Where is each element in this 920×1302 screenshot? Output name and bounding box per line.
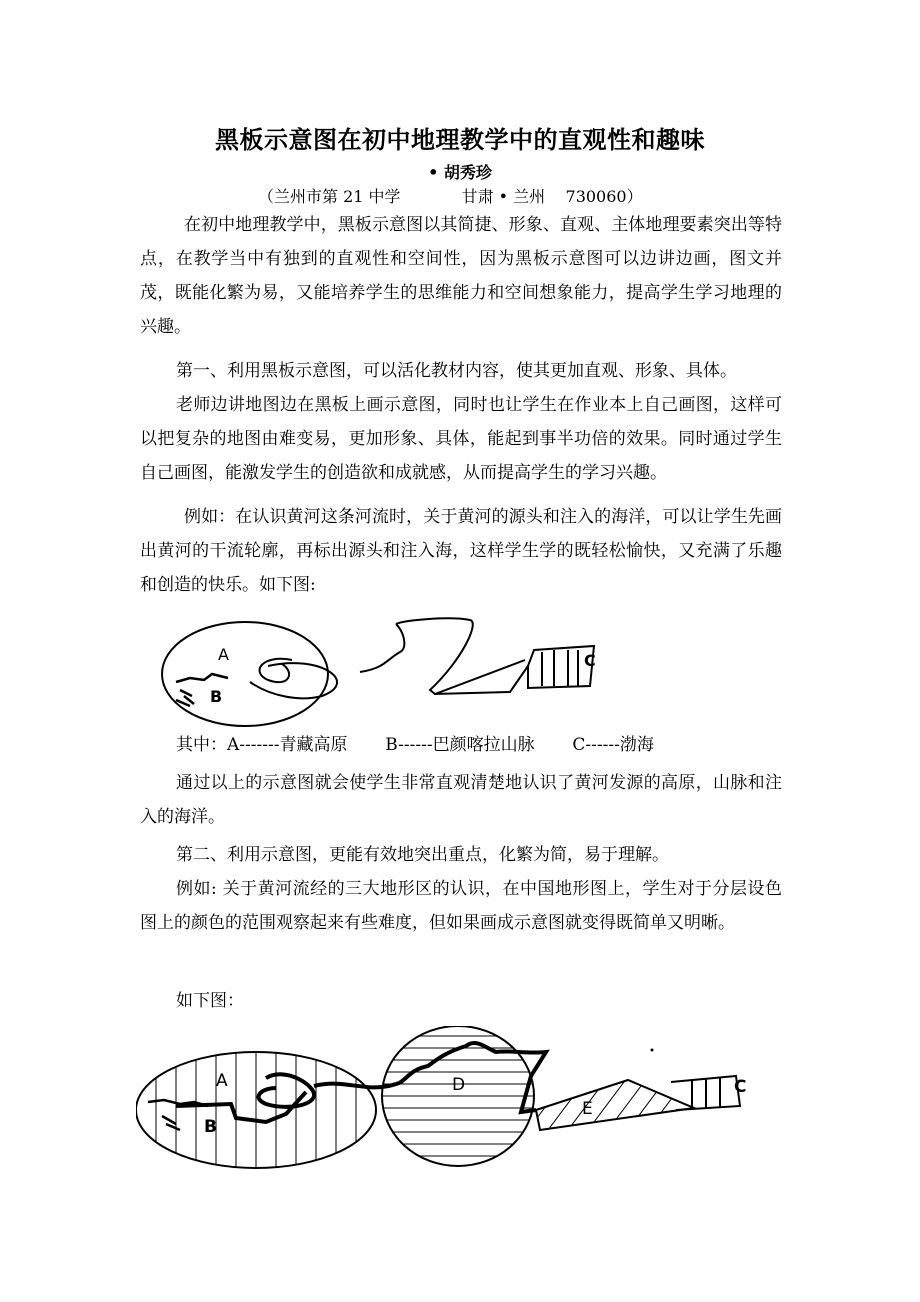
- paragraph-point1: 第一、利用黑板示意图，可以活化教材内容，使其更加直观、形象、具体。: [176, 361, 737, 381]
- figure1-legend: 其中：A-------青藏高原 B------巴颜喀拉山脉 C------渤海: [176, 735, 654, 755]
- label-c: C: [584, 651, 596, 670]
- label-b: B: [204, 1117, 217, 1137]
- label-d: D: [452, 1075, 466, 1095]
- stray-dot: [651, 1049, 654, 1052]
- author-affiliation: （兰州市第 21 中学 甘肃 • 兰州 730060）: [258, 187, 643, 206]
- article-title: 黑板示意图在初中地理教学中的直观性和趣味: [215, 126, 705, 154]
- label-c: C: [734, 1077, 747, 1097]
- paragraph-intro: 在初中地理教学中，黑板示意图以其简捷、形象、直观、主体地理要素突出等特点，在教学当中有独到的直观性和空间性，因为黑板示意图可以边讲边画，图文并茂，既能化繁为易，又能培养学生的思维能力和空间想象能力，提高学生学习地理的兴趣。: [140, 215, 782, 337]
- paragraph-example2: 例如: 关于黄河流经的三大地形区的认识，在中国地形图上，学生对于分层设色图上的颜色的范围观察起来有些难度，但如果画成示意图就变得既简单又明晰。: [140, 879, 782, 933]
- figure-terrain-regions: [136, 1026, 766, 1176]
- label-b: B: [210, 687, 223, 706]
- paragraph-point1-detail: 老师边讲地图边在黑板上画示意图，同时也让学生在作业本上自己画图，这样可以把复杂的地图由难变易，更加形象、具体，能起到事半功倍的效果。同时通过学生自己画图，能激发学生的创造欲和成就感，从而提高学生的学习兴趣。: [140, 395, 782, 483]
- label-e: E: [582, 1099, 593, 1119]
- paragraph-conclusion1: 通过以上的示意图就会使学生非常直观清楚地认识了黄河发源的高原，山脉和注入的海洋。: [140, 773, 782, 827]
- paragraph-example1: 例如：在认识黄河这条河流时，关于黄河的源头和注入的海洋，可以让学生先画出黄河的干流轮廓，再标出源头和注入海，这样学生学的既轻松愉快，又充满了乐趣和创造的快乐。如下图:: [140, 507, 782, 595]
- label-a: A: [218, 645, 229, 664]
- paragraph-figure-intro: 如下图：: [176, 991, 244, 1011]
- figure-yellow-river-sketch: [150, 612, 620, 732]
- mountain-symbol: [148, 1100, 208, 1130]
- plateau-circle: [162, 622, 328, 726]
- plain-triangle: [536, 1080, 694, 1130]
- label-a: A: [216, 1071, 228, 1091]
- author-name: • 胡秀珍: [428, 163, 492, 182]
- paragraph-point2: 第二、利用示意图，更能有效地突出重点，化繁为简，易于理解。: [176, 845, 669, 865]
